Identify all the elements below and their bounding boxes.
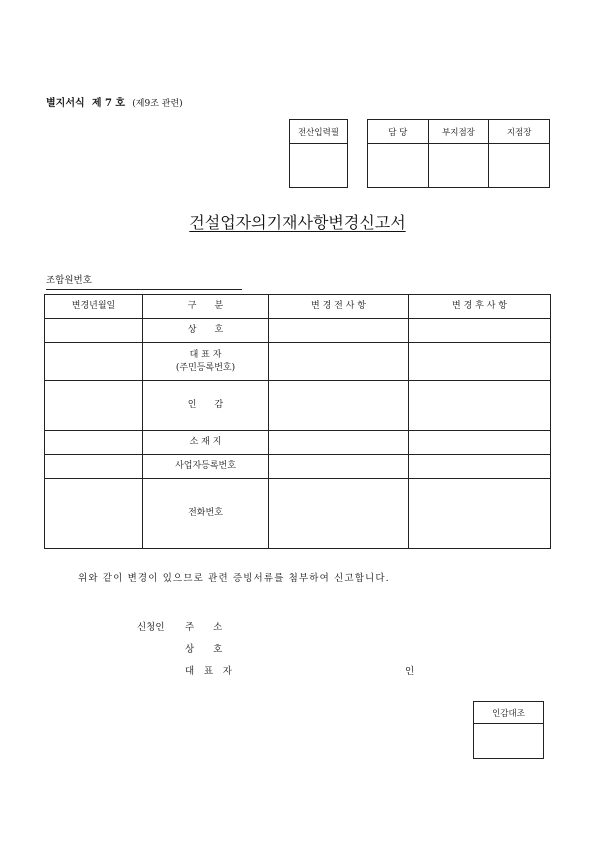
row-label-business-number: 사업자등록번호 — [143, 455, 269, 479]
entry-check-box — [289, 119, 348, 188]
member-number-underline[interactable] — [46, 289, 242, 290]
header-category: 구 분 — [143, 295, 269, 319]
row-label-company: 상 호 — [143, 319, 269, 343]
row-label-representative — [143, 343, 269, 381]
cell-date[interactable] — [45, 479, 143, 549]
seal-mark: 인 — [405, 666, 415, 677]
cell-after[interactable] — [409, 455, 551, 479]
approval-deputy-label: 부지점장 — [428, 120, 489, 144]
table-row — [45, 343, 551, 381]
cell-after[interactable] — [409, 431, 551, 455]
table-row — [45, 319, 551, 343]
cell-date[interactable] — [45, 381, 143, 431]
approval-manager-label: 지점장 — [489, 120, 550, 144]
header-change-date: 변경년월일 — [45, 295, 143, 319]
table-row — [45, 479, 551, 549]
table-row — [45, 431, 551, 455]
cell-before[interactable] — [269, 431, 409, 455]
cell-before[interactable] — [269, 381, 409, 431]
change-table — [44, 294, 551, 549]
member-number-label: 조합원번호 — [46, 275, 92, 286]
address-label: 주 소 — [185, 622, 223, 633]
cell-before[interactable] — [269, 479, 409, 549]
header-after: 변 경 후 사 항 — [409, 295, 551, 319]
cell-after[interactable] — [409, 381, 551, 431]
document-title-text: 건설업자의기재사항변경신고서 — [189, 213, 406, 232]
approval-staff-label: 담 당 — [368, 120, 429, 144]
cell-date[interactable] — [45, 319, 143, 343]
row-label-seal: 인 감 — [143, 381, 269, 431]
form-number-label — [46, 94, 183, 109]
seal-verification-box — [473, 701, 544, 759]
form-number: 제 7 호 — [91, 98, 126, 109]
row-label-representative-text: 대 표 자 — [189, 350, 222, 361]
entry-check-label: 전산입력필 — [290, 120, 348, 144]
cell-date[interactable] — [45, 343, 143, 381]
form-name: 별지서식 — [46, 98, 85, 109]
seal-verification-cell[interactable] — [474, 724, 544, 759]
cell-after[interactable] — [409, 343, 551, 381]
row-label-phone: 전화번호 — [143, 479, 269, 549]
cell-before[interactable] — [269, 343, 409, 381]
cell-date[interactable] — [45, 455, 143, 479]
approval-staff-cell[interactable] — [368, 144, 429, 188]
cell-after[interactable] — [409, 479, 551, 549]
cell-after[interactable] — [409, 319, 551, 343]
applicant-label: 신청인 — [137, 622, 165, 633]
form-reference: (제9조 관련) — [132, 99, 183, 109]
representative-label: 대 표 자 — [185, 666, 236, 677]
approval-manager-cell[interactable] — [489, 144, 550, 188]
approval-box — [367, 119, 550, 188]
company-label: 상 호 — [185, 644, 223, 655]
cell-date[interactable] — [45, 431, 143, 455]
table-header-row — [45, 295, 551, 319]
cell-before[interactable] — [269, 319, 409, 343]
table-row — [45, 455, 551, 479]
approval-deputy-cell[interactable] — [428, 144, 489, 188]
header-before: 변 경 전 사 항 — [269, 295, 409, 319]
seal-verification-label: 인감대조 — [474, 702, 544, 724]
entry-check-cell[interactable] — [290, 144, 348, 188]
row-label-resident-number: (주민등록번호) — [175, 362, 236, 373]
table-row — [45, 381, 551, 431]
row-label-location: 소 재 지 — [143, 431, 269, 455]
document-title — [0, 210, 595, 233]
declaration-statement: 위와 같이 변경이 있으므로 관련 증빙서류를 첨부하여 신고합니다. — [78, 573, 390, 584]
cell-before[interactable] — [269, 455, 409, 479]
